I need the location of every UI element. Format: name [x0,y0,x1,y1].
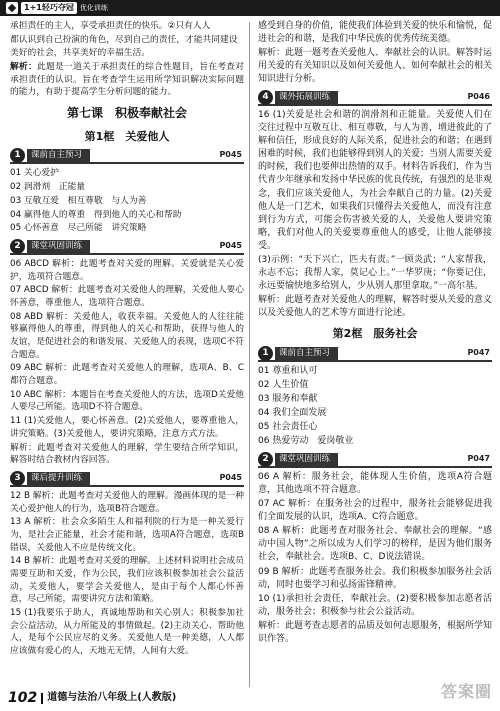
answer-item: 13 A 解析：社会众多陌生人和福利院的行为是一种关爱行为，是社会正能量，社会才能和谐，选项A符合题意，选项B错误，关爱他人不应是传统文化。 [10,517,244,553]
answer-item: 12 B 解析：此题考查对关爱他人的理解。漫画体现的是一种关心爱护他人的行为，选项B符合题意。 [10,490,244,514]
intro-line: 承担责任的主人，享受承担责任的快乐。②只有人人 [10,21,211,31]
answer-item: 08 ABD 解析：关爱他人，收获幸福。关爱他人的人往往能够赢得他人的尊重，得到他人的关心和帮助，获得与他人的友谊，是促进社会的和谐发展、关爱他人的表现，选项C不符合题意。 [10,311,244,360]
section-page-ref: P045 [219,240,242,250]
frame-title: 第2框 服务社会 [332,326,418,340]
answer-item: 04 我们全面发展 [258,408,327,419]
frame-title: 第1框 关爱他人 [84,129,170,143]
answer-item: 01 尊重和认可 [258,365,318,376]
intro-line: 美好的社会，共享美好的幸福生活。 [10,48,150,59]
left-column [10,20,244,659]
section-page-ref: P045 [219,472,242,482]
answer-item: 15 (1)我要乐于助人，真诚地帮助和关心别人；积极参加社会公益活动，从力所能及的事情做起。(2)主动关心、帮助他人，是每个公民应尽的义务。关爱他人是一种美德，人人都应该做有爱心的人，天地无无情，人间有大爱。 [10,608,244,657]
section-page-ref: P047 [467,347,490,357]
intro-analysis [10,61,244,99]
section-number: 2 [10,239,25,254]
section-label: 课后提升训练 [27,472,90,485]
answer-item: 09 ABC 解析：此题考查对关爱他人的理解，选项A、B、C都符合题意。 [10,363,244,387]
right-column [258,20,492,647]
answer-item: 06 A 解析：服务社会，能体现人生价值，选项A符合题意，其他选项不符合题意。 [258,472,492,496]
brand-title: 1+1轻巧夺冠 [21,2,77,14]
analysis-text: 此题是一道关于承担责任的综合性题目，旨在考查对承担责任的认识。旨在考查学生运用所学知识解决实际问题的能力，有助于提高学生分析问题的能力。 [10,62,245,98]
section-header [258,91,492,106]
answer-item: 03 互敬互爱 相互尊敬 与人为善 [10,195,147,206]
answer-item: 08 A 解析：此题考查对服务社会、奉献社会的理解。“感动中国人物”之所以成为人们学习的榜样，是因为他们服务社会，奉献社会。选项B、C、D说法错误。 [258,526,492,563]
section-number: 2 [258,452,273,467]
brand-logo [6,2,108,14]
answer-item: 解析：此题考查对关爱他人的理解，解答时要从关爱的意义以及关爱他人的艺术等方面进行论述。 [258,294,493,318]
answer-item: 07 ABCD 解析：此题考查对关爱他人的理解，关爱他人要心怀善意，尊重他人，选项符合题意。 [10,285,244,308]
section-label: 课前自主预习 [275,347,338,360]
section-page-ref: P047 [467,454,490,464]
answer-item: 05 社会责任心 [258,422,318,433]
section-label: 课外拓展训练 [275,91,338,104]
book-title: 道德与法治八年级上(人教版) [47,691,177,703]
section-number: 4 [258,90,273,105]
answer-item: 14 B 解析：此题考查对关爱的理解。上述材料说明社会成员需要互助和关爱，作为公民，我们应该积极参加社会公益活动，关爱他人，要学会关爱他人，是由于每个人都心怀善意，尽己所能，需要讲究方法和策略。 [10,556,244,605]
answer-item: 10 ABC 解析：本题旨在考查关爱他人的方法，选项D关爱他人要尽己所能。选项D不符合题意。 [10,389,244,413]
answer-item: 01 关心爱护 [10,168,59,179]
section-header [10,149,244,164]
section-number: 1 [10,148,25,163]
section-header [10,472,244,487]
answer-item: 解析：此题考查志愿者的品质及如何志愿服务，根据所学知识作答。 [258,620,493,644]
intro-line: 感受到自身的价值，能使我们体验到关爱的快乐和愉悦，促进社会的和谐，是我们中华民族的优秀传统美德。 [258,21,493,45]
answer-item: 07 AC 解析：在服务社会的过程中，服务社会能够促进我们全面发展的认识，选项A、C符合题意。 [258,499,492,523]
page-number: 102 [8,690,38,706]
footer-separator [41,693,43,704]
page-footer [8,688,176,708]
answer-item: 06 热爱劳动 爱岗敬业 [258,436,354,447]
watermark: 答案圈 [440,682,492,701]
section-number: 1 [258,346,273,361]
answer-item: (3)示例：“天下兴亡，匹夫有责。”一顾炎武；“人家帮我，永志不忘；我帮人家，莫记心上。”一华罗庚；“你要记住，永远要愉快地多给别人，少从别人那里拿取。”一高尔基。 [258,254,492,291]
section-page-ref: P046 [467,92,490,102]
section-label: 课堂巩固训练 [275,453,338,466]
section-page-ref: P045 [219,150,242,160]
answer-item: 02 人生价值 [258,379,309,390]
answer-item: 02 润滑剂 正能量 [10,182,86,193]
answer-item: 05 心怀善意 尽己所能 讲究策略 [10,223,147,234]
section-header [10,240,244,255]
section-header [258,347,492,362]
analysis-label: 解析： [10,62,38,73]
answer-item: 09 B 解析：此题考查服务社会。我们积极参加服务社会活动，同时也要学习和弘扬雷锋精神。 [258,566,492,590]
intro-analysis: 解析：此题一题考查关爱他人、奉献社会的认识。解答时运用关爱的有关知识以及如何关爱他人、如何奉献社会的相关知识进行分析。 [258,48,493,85]
lesson-title: 第七课 积极奉献社会 [66,106,187,121]
section-header [258,453,492,468]
brand-subtitle: 优化训练 [79,3,108,12]
answer-item: 10 (1)承担社会责任，奉献社会。(2)要积极参加志愿者活动，服务社会；积极参与社会公益活动。 [258,593,492,617]
answer-item: 16 (1)关爱是社会和谐的润滑剂和正能量。关爱使人们在交往过程中互敬互让、相互尊敬，与人为善，增进彼此的了解和信任，形成良好的人际关系，促进社会的和谐；在遇到困难的时候，我们也能够得到别人的关爱；当别人需要关爱的时候，我们也要伸出热情的双手。材料告诉我们，作为当代青少年继承和发扬中华民族的优良传统，有强烈的是非观念，我们应该关爱他人，为社会奉献自己的力量。(2)关爱他人是一门艺术，如果我们只懂得去关爱他人，而没有注意到行为方式，可能会伤害被关爱的人，关爱他人要讲究策略，我们对他人的关爱要尊重他人的感受，让他人能够接受。 [258,110,493,251]
section-label: 课堂巩固训练 [27,240,90,253]
answer-item: 解析：此题考查对关爱他人的理解，学生要结合所学知识，解答时结合教材内容回答。 [10,442,244,466]
answer-item: 03 服务和奉献 [258,394,318,405]
section-label: 课前自主预习 [27,149,90,162]
answer-item: 06 ABCD 解析：此题考查对关爱的理解。关爱就是关心爱护，选项符合题意。 [10,258,244,282]
column-divider [249,22,250,687]
section-number: 3 [10,471,25,486]
answer-item: 04 赢得他人的尊重 得到他人的关心和帮助 [10,209,182,220]
answer-item: 11 (1)关爱他人，要心怀善意。(2)关爱他人，要尊重他人，讲究策略。(3)关爱他人，要讲究策略，注意方式方法。 [10,416,244,439]
logo-icon [6,2,18,14]
intro-line: 都认识到自己扮演的角色，尽到自己的责任，才能共同建设 [10,34,238,45]
top-band [0,0,500,16]
